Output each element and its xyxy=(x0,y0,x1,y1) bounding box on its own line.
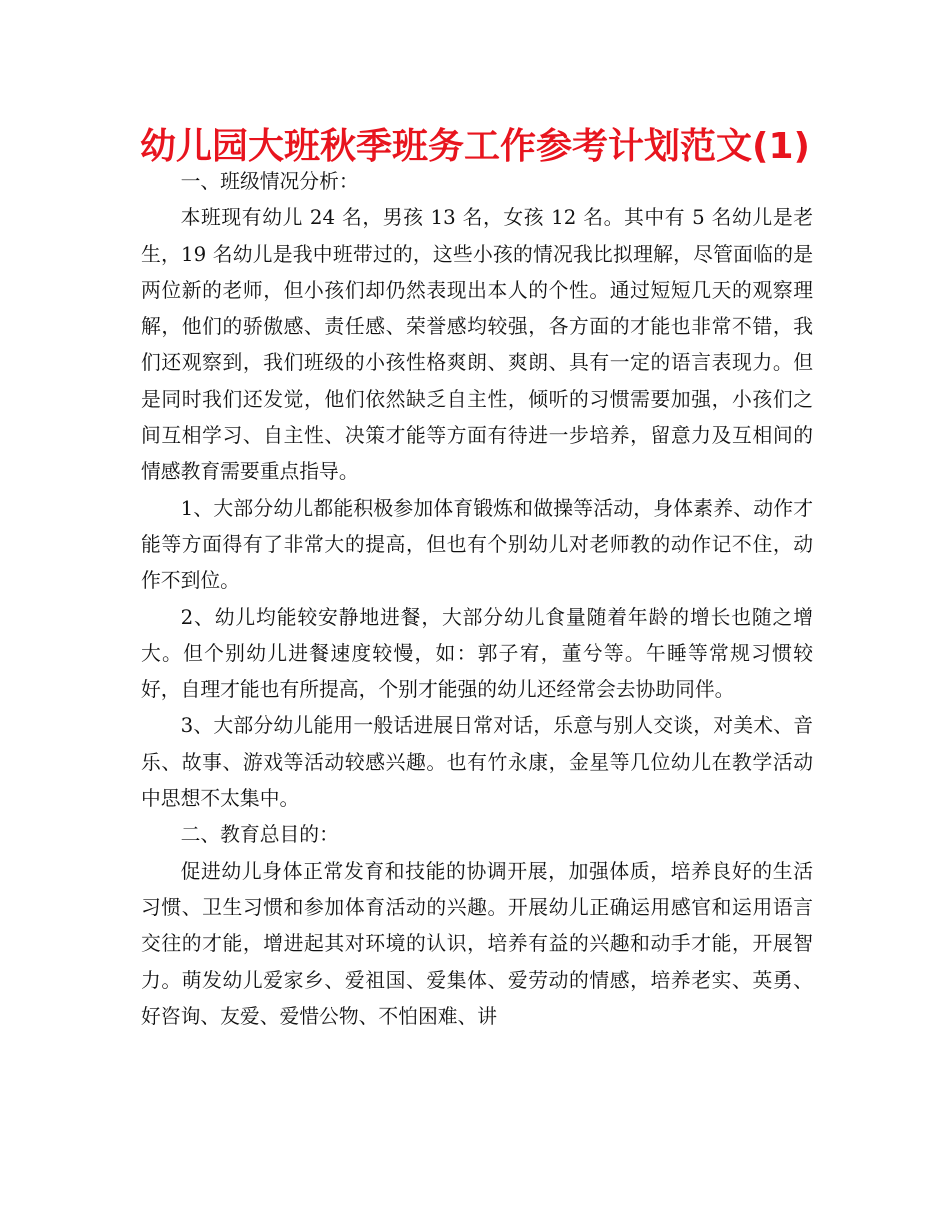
paragraph-class-overview: 本班现有幼儿 24 名，男孩 13 名，女孩 12 名。其中有 5 名幼儿是老生，19 名幼儿是我中班带过的，这些小孩的情况我比拟理解，尽管面临的是两位新的老师，但小孩们却仍然表现出本人的个性。通过短短几天的观察理解，他们的骄傲感、责任感、荣誉感均较强，各方面的才能也非常不错，我们还观察到，我们班级的小孩性格爽朗、爽朗、具有一定的语言表现力。但是同时我们还发觉，他们依然缺乏自主性，倾听的习惯需要加强，小孩们之间互相学习、自主性、决策才能等方面有待进一步培养，留意力及互相间的情感教育需要重点指导。 xyxy=(141,206,813,484)
paragraph-education-goals: 促进幼儿身体正常发育和技能的协调开展，加强体质，培养良好的生活习惯、卫生习惯和参加体育活动的兴趣。开展幼儿正确运用感官和运用语言交往的才能，增进起其对环境的认识，培养有益的兴趣和动手才能，开展智力。萌发幼儿爱家乡、爱祖国、爱集体、爱劳动的情感，培养老实、英勇、好咨询、友爱、爱惜公物、不怕困难、讲 xyxy=(141,859,813,1028)
document-body xyxy=(141,164,813,1035)
paragraph-item-3: 3、大部分幼儿能用一般话进展日常对话，乐意与别人交谈，对美术、音乐、故事、游戏等活动较感兴趣。也有竹永康，金星等几位幼儿在教学活动中思想不太集中。 xyxy=(141,714,813,811)
paragraph-item-2: 2、幼儿均能较安静地进餐，大部分幼儿食量随着年龄的增长也随之增大。但个别幼儿进餐速度较慢，如：郭子宥，董兮等。午睡等常规习惯较好，自理才能也有所提高，个别才能强的幼儿还经常会去协助同伴。 xyxy=(141,605,813,702)
document-title: 幼儿园大班秋季班务工作参考计划范文(1) xyxy=(140,126,810,167)
paragraph-item-1: 1、大部分幼儿都能积极参加体育锻炼和做操等活动，身体素养、动作才能等方面得有了非常大的提高，但也有个别幼儿对老师教的动作记不住，动作不到位。 xyxy=(141,496,813,593)
section-heading-education-goals: 二、教育总目的： xyxy=(180,823,339,847)
section-heading-class-analysis: 一、班级情况分析： xyxy=(180,170,359,193)
